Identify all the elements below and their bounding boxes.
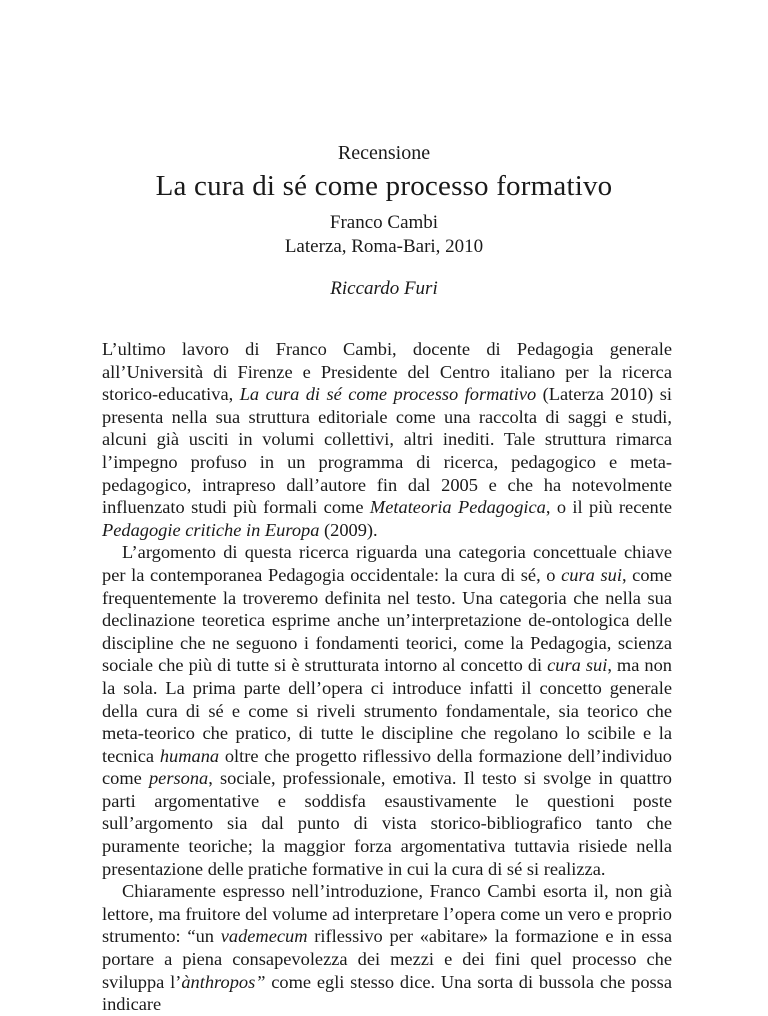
italic-term: cura sui <box>547 655 608 676</box>
book-title-italic: Pedagogie critiche in Europa <box>102 519 320 540</box>
paragraph-text: , ma non la sola. La prima parte dell’opera ci introduce infatti il concetto generale della cura di sé e come si riveli strumento fondamentale, sia teorico che meta-teorico che pratico, di tutte le discipline che regolano lo scibile e la tecnica <box>102 655 672 766</box>
book-author: Franco Cambi <box>329 212 439 233</box>
paragraph-text: (Laterza 2010) si presenta nella sua struttura editoriale come una raccolta di saggi e studi, alcuni già usciti in volumi collettivi, altri inediti. Tale struttura rimarca l’impegno profuso in un programma di ricerca, pedagogico e meta-pedagogico, intrapreso dall’autore fin dal 2005 e che ha notevolmente influenzato studi più formali come <box>102 384 672 518</box>
paragraph-text: , come frequentemente la troveremo definita nel testo. Una categoria che nella sua declinazione teoretica esprime anche un’interpretazione de-ontologica delle discipline che ne seguono i fondamenti teorici, come la Pedagogia, scienza sociale che più di tutte si è strutturata intorno al concetto di <box>102 564 672 676</box>
italic-term: vademecum <box>220 926 308 947</box>
book-publisher: Laterza, Roma-Bari, 2010 <box>284 236 484 257</box>
book-title-italic: La cura di sé come processo formativo <box>239 384 537 405</box>
paragraph-text: L’ultimo lavoro di Franco Cambi, docente di Pedagogia generale all’Università di Firenze e Presidente del Centro italiano per la ricerca storico-educativa, <box>102 339 672 405</box>
paragraph-text: Chiaramente espresso nell’introduzione, Franco Cambi esorta il, non già lettore, ma fruitore del volume ad interpretare l’opera come un vero e proprio strumento: “un <box>102 881 672 947</box>
italic-term: ànthropos” <box>181 971 266 992</box>
paragraph-1 <box>102 338 672 541</box>
paragraph-text: oltre che progetto riflessivo della formazione dell’individuo come <box>102 745 672 789</box>
paragraph-2 <box>102 541 672 880</box>
paragraph-3 <box>102 880 672 1016</box>
section-kicker: Recensione <box>337 142 431 164</box>
paragraph-text: L’argomento di questa ricerca riguarda una categoria concettuale chiave per la contemporanea Pedagogia occidentale: la cura di sé, o <box>102 542 672 585</box>
italic-term: cura sui <box>561 564 622 585</box>
paragraph-text: riflessivo per «abitare» la formazione e in essa portare a piena consapevolezza dei mezzi e dei fini quel processo che sviluppa l’ <box>102 926 672 992</box>
paragraph-text: , o il più recente <box>545 497 673 518</box>
paragraph-text: (2009). <box>319 519 378 540</box>
review-title: La cura di sé come processo formativo <box>155 170 613 202</box>
book-title-italic: Metateoria Pedagogica <box>369 497 546 518</box>
paragraph-text: come egli stesso dice. Una sorta di bussola che possa indicare <box>102 971 672 1015</box>
reviewer-name: Riccardo Furi <box>330 278 438 299</box>
italic-term: persona <box>148 768 209 789</box>
paragraph-text: , sociale, professionale, emotiva. Il testo si svolge in quattro parti argomentative e soddisfa esaustivamente le questioni poste sull’argomento sia dal punto di vista storico-bibliografico tanto che puramente teoriche; la maggior forza argomentativa tuttavia risiede nella presentazione delle pratiche formative in cui la cura di sé si realizza. <box>102 768 672 879</box>
italic-term: humana <box>159 745 220 766</box>
review-body <box>102 338 672 1016</box>
